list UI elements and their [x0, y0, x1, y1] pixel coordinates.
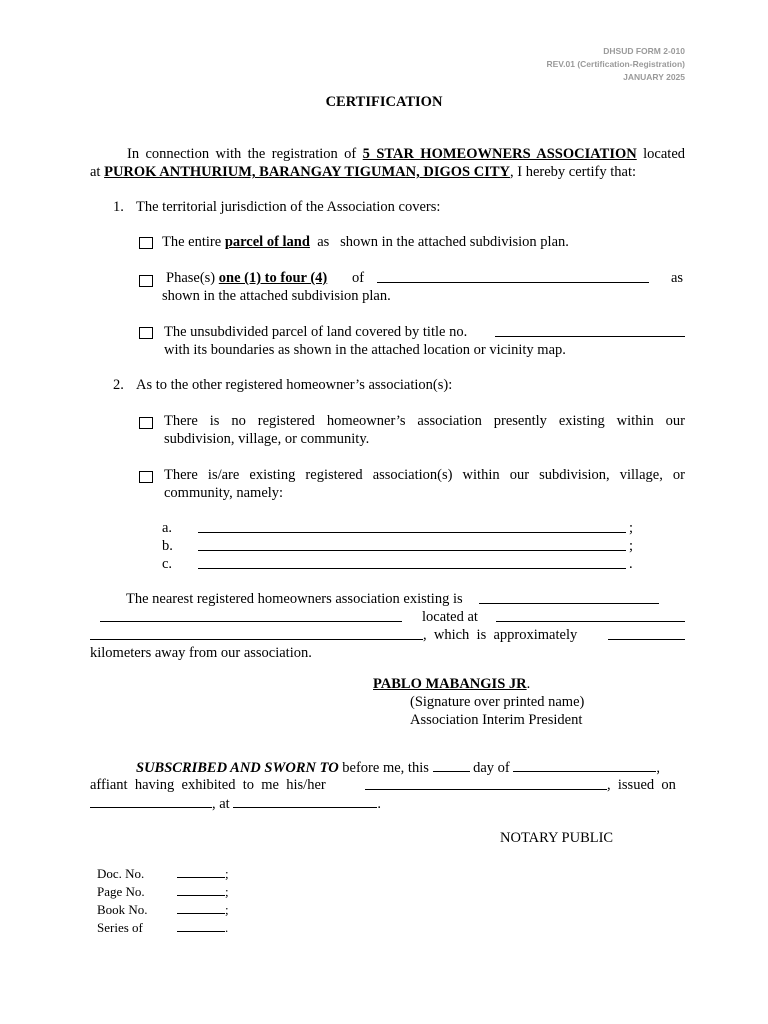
association-address: PUROK ANTHURIUM, BARANGAY TIGUMAN, DIGOS CITY	[104, 164, 510, 180]
nearest-line-4: kilometers away from our association.	[90, 645, 312, 661]
sworn-line-2: affiant having exhibited to me his/her	[90, 777, 326, 793]
list-blank-b[interactable]	[198, 538, 626, 556]
sworn-line-3: , at .	[90, 795, 381, 813]
signature-caption: (Signature over printed name)	[410, 694, 585, 710]
day-blank[interactable]	[433, 759, 470, 772]
notary-public-label: NOTARY PUBLIC	[500, 830, 614, 846]
doc-no-label: Doc. No.	[97, 866, 145, 881]
item-2-text: As to the other registered homeowner’s association(s):	[136, 377, 453, 393]
form-date: JANUARY 2025	[623, 72, 685, 82]
option-unsubdivided: The unsubdivided parcel of land covered by title no.	[164, 324, 468, 340]
nearest-line-1: The nearest registered homeowners association existing is	[126, 591, 463, 607]
form-code-header	[546, 45, 685, 84]
list-label-a: a.	[162, 520, 173, 536]
issued-date-blank[interactable]	[90, 795, 212, 808]
nearest-name-blank[interactable]	[479, 591, 659, 609]
phases-blank[interactable]	[377, 270, 649, 288]
list-label-b: b.	[162, 538, 173, 554]
list-label-c: c.	[162, 556, 173, 572]
item-2-number: 2.	[113, 377, 124, 393]
option-existing-association: There is/are existing registered association(s) within our subdivision, village, or	[164, 467, 685, 483]
form-revision: REV.01 (Certification-Registration)	[546, 59, 685, 69]
signatory-name: PABLO MABANGIS JR.	[373, 676, 531, 692]
option-existing-association-line2: community, namely:	[164, 485, 284, 501]
book-no-field[interactable]: ;	[177, 902, 229, 918]
nearest-name-blank-2[interactable]	[100, 609, 402, 627]
checkbox-no-association[interactable]	[139, 417, 153, 429]
id-blank[interactable]	[365, 777, 607, 795]
nearest-location-blank-2[interactable]	[90, 627, 423, 645]
month-blank[interactable]	[513, 759, 656, 772]
distance-blank[interactable]	[608, 627, 685, 645]
checkbox-unsubdivided[interactable]	[139, 327, 153, 339]
option-unsubdivided-line2: with its boundaries as shown in the attached location or vicinity map.	[164, 342, 566, 358]
intro-line-1: In connection with the registration of 5 STAR HOMEOWNERS ASSOCIATION located	[127, 146, 686, 162]
series-of-field[interactable]: .	[177, 920, 228, 936]
book-no-label: Book No.	[97, 902, 148, 917]
option-phases: Phase(s) one (1) to four (4)	[166, 270, 328, 286]
list-blank-a[interactable]	[198, 520, 626, 538]
option-entire-parcel: The entire parcel of land as shown in the attached subdivision plan.	[162, 234, 569, 250]
item-1-text: The territorial jurisdiction of the Association covers:	[136, 199, 441, 215]
item-1-number: 1.	[113, 199, 124, 215]
nearest-location-blank[interactable]	[496, 609, 685, 627]
option-no-association: There is no registered homeowner’s association presently existing within our	[164, 413, 685, 429]
signatory-position: Association Interim President	[410, 712, 583, 728]
document-title: CERTIFICATION	[325, 94, 443, 110]
option-no-association-line2: subdivision, village, or community.	[164, 431, 370, 447]
form-code: DHSUD FORM 2-010	[603, 46, 685, 56]
checkbox-existing-association[interactable]	[139, 471, 153, 483]
list-blank-c[interactable]	[198, 556, 626, 574]
association-name: 5 STAR HOMEOWNERS ASSOCIATION	[362, 146, 637, 162]
title-number-blank[interactable]	[495, 324, 685, 342]
page-no-field[interactable]: ;	[177, 884, 229, 900]
option-phases-line2: shown in the attached subdivision plan.	[162, 288, 391, 304]
doc-no-field[interactable]: ;	[177, 866, 229, 882]
issued-place-blank[interactable]	[233, 795, 377, 808]
series-of-label: Series of	[97, 920, 143, 935]
checkbox-entire-parcel[interactable]	[139, 237, 153, 249]
checkbox-phases[interactable]	[139, 275, 153, 287]
page-no-label: Page No.	[97, 884, 145, 899]
sworn-line-1: SUBSCRIBED AND SWORN TO before me, this day of ,	[136, 760, 661, 776]
intro-line-2: at PUROK ANTHURIUM, BARANGAY TIGUMAN, DIGOS CITY, I hereby certify that:	[90, 164, 637, 180]
